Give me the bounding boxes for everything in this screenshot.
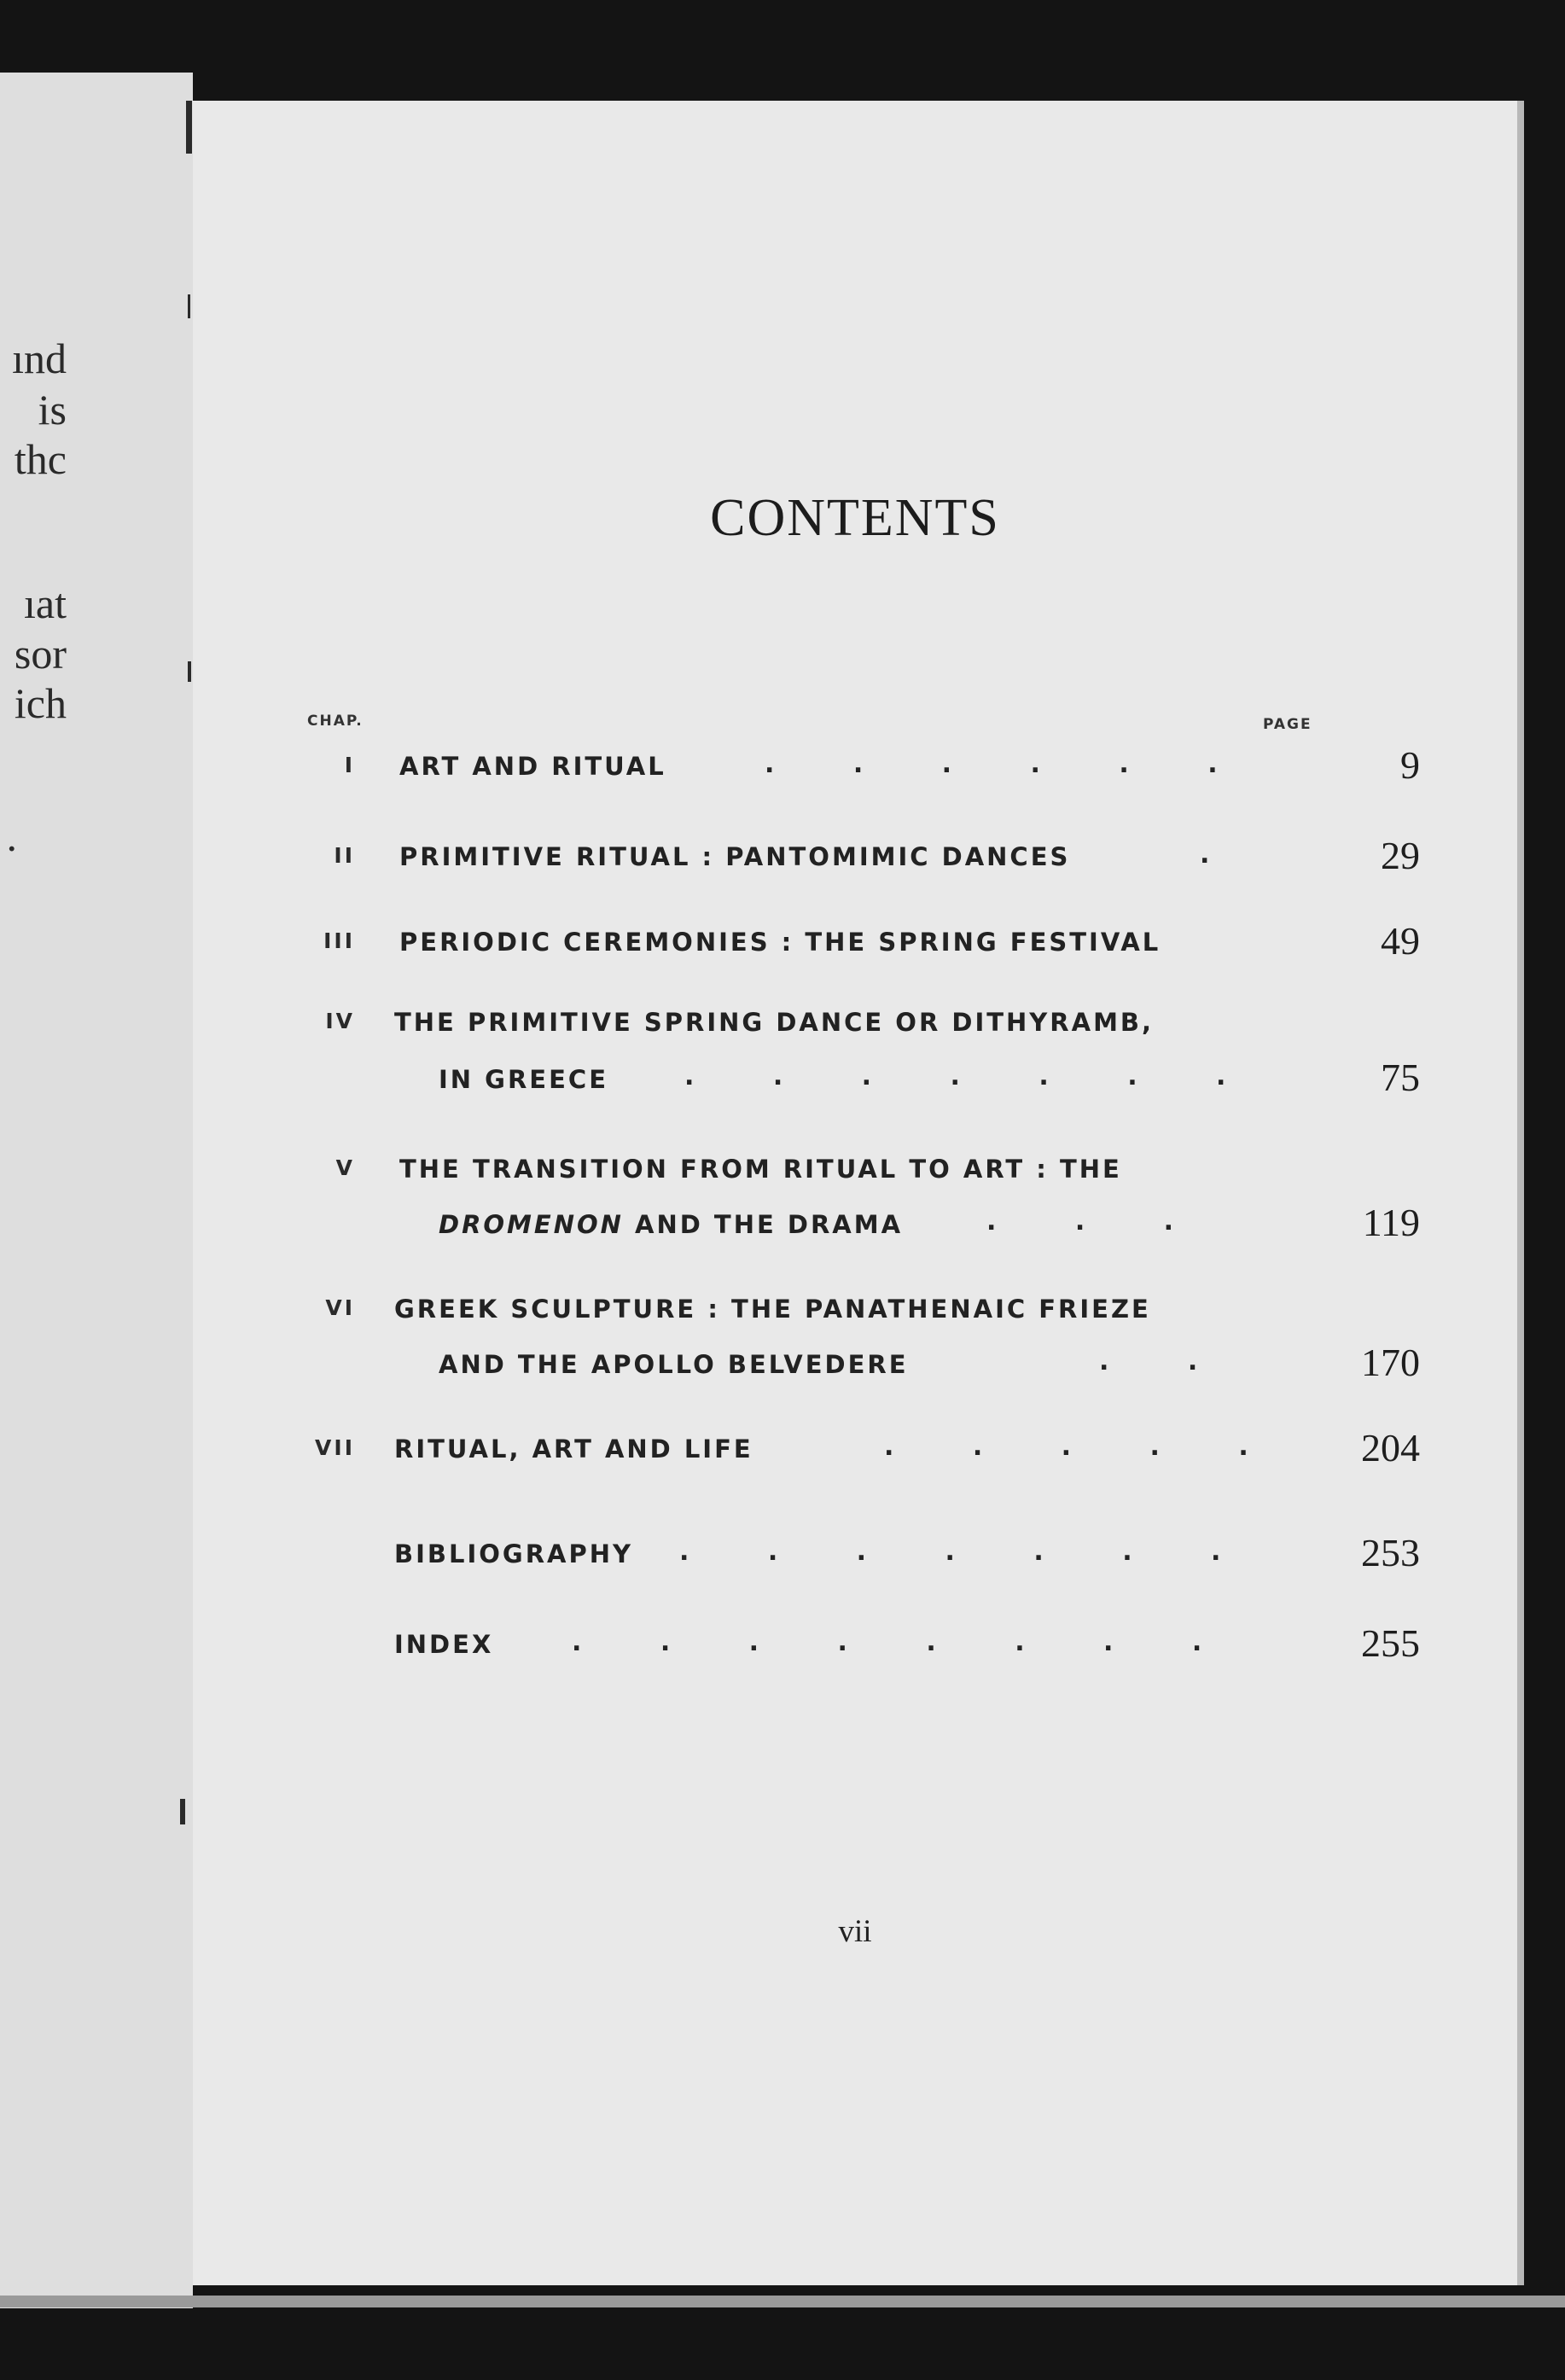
page-edge-shadow [0,2296,1565,2307]
page-column-header: PAGE [1263,716,1312,733]
left-page-text-fragment: ınd [12,335,67,382]
chapter-number: I [344,753,355,777]
gutter-mark [186,101,192,154]
left-page-text-fragment: . [6,812,17,860]
page-number: 75 [1381,1056,1420,1099]
chap-column-header: CHAP. [307,713,364,730]
left-page-text-fragment: ich [14,679,67,727]
dot-leader: . . . . . . [765,749,1218,779]
chapter-number: IV [325,1009,355,1033]
gutter-mark [188,661,191,682]
page-number: 255 [1361,1621,1420,1665]
page-number: 170 [1361,1341,1420,1384]
section-title: INDEX [394,1630,494,1659]
left-page-text-fragment: is [38,386,67,434]
chapter-number: V [335,1155,355,1180]
chapter-number: II [334,843,355,868]
dot-leader: . . . . . [884,1432,1248,1462]
left-page-text-fragment: thc [14,435,67,483]
page-folio: vii [838,1914,872,1949]
page-number: 29 [1381,834,1420,877]
left-page-edge [0,73,193,2308]
gutter-mark [188,294,190,318]
chapter-title-italic: DROMENON [439,1210,624,1239]
chapter-title: THE TRANSITION FROM RITUAL TO ART : THE [399,1155,1122,1184]
chapter-title-continuation: IN GREECE [439,1065,609,1094]
chapter-title: THE PRIMITIVE SPRING DANCE OR DITHYRAMB, [394,1008,1155,1037]
chapter-number: VII [315,1435,355,1460]
section-title: BIBLIOGRAPHY [394,1539,634,1568]
page-number: 49 [1381,919,1420,963]
chapter-title: ART AND RITUAL [399,752,666,781]
chapter-title: PERIODIC CEREMONIES : THE SPRING FESTIVAL [399,928,1161,957]
page-number: 119 [1362,1201,1420,1244]
dot-leader: . . [1099,1347,1198,1376]
chapter-title-rest: AND THE DRAMA [635,1210,904,1239]
dot-leader: . [1200,840,1210,870]
left-page-text-fragment: sor [14,630,67,678]
chapter-title-continuation: AND THE APOLLO BELVEDERE [439,1350,909,1379]
chapter-title: GREEK SCULPTURE : THE PANATHENAIC FRIEZE [394,1295,1151,1324]
page-number: 253 [1361,1531,1420,1574]
dot-leader: . . . . . . . . [572,1627,1202,1657]
chapter-title-continuation [439,1210,903,1239]
chapter-number: III [323,928,355,953]
gutter-mark [180,1799,185,1824]
page-number: 9 [1400,743,1420,787]
page-title: CONTENTS [710,489,1000,547]
contents-page [193,101,1517,2285]
chapter-title: PRIMITIVE RITUAL : PANTOMIMIC DANCES [399,842,1071,871]
chapter-title: RITUAL, ART AND LIFE [394,1434,753,1463]
dot-leader: . . . [986,1207,1174,1237]
chapter-number: VI [325,1295,355,1320]
page-number: 204 [1361,1426,1420,1469]
dot-leader: . . . . . . . [684,1062,1226,1091]
left-page-text-fragment: ıat [24,579,67,627]
dot-leader: . . . . . . . [679,1537,1221,1567]
